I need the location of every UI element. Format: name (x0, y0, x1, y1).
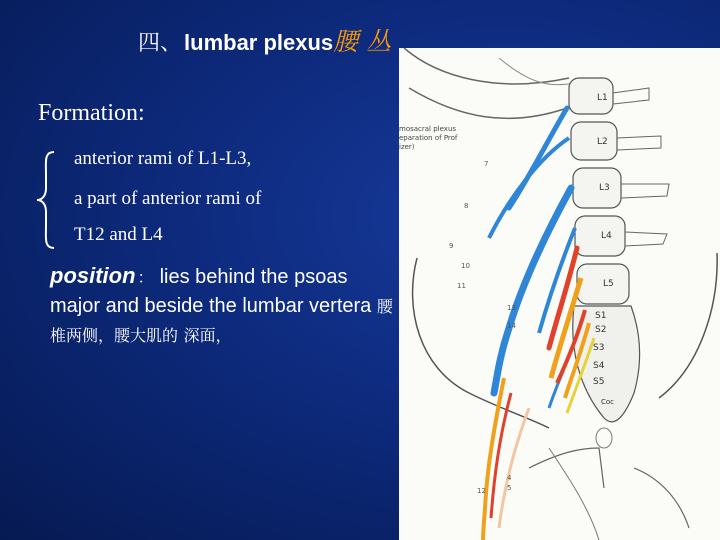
num-label-8: 8 (464, 202, 469, 210)
label-l3: L3 (599, 183, 610, 193)
num-label-12: 12 (477, 487, 486, 495)
title-chinese: 腰 丛 (333, 27, 392, 56)
rib-2 (409, 88, 567, 118)
label-s5: S5 (593, 377, 605, 387)
num-label-10: 10 (461, 262, 470, 270)
curly-brace (34, 150, 58, 250)
position-text-1: lies behind the (159, 266, 289, 288)
nerve-blue-iliohypogastric (489, 138, 569, 238)
num-label-7: 7 (484, 160, 489, 168)
num-label-13: 13 (507, 304, 516, 312)
num-label-14: 14 (507, 322, 516, 330)
anatomy-figure (399, 48, 720, 540)
position-text-2: psoas major and beside the (50, 266, 348, 317)
position-keyword: position (50, 263, 136, 288)
title-english: lumbar plexus (184, 30, 334, 55)
caption-line-1: mosacral plexus (399, 125, 457, 133)
rib-3 (499, 58, 574, 85)
pelvic-outlet (634, 468, 689, 528)
formation-heading (38, 100, 145, 127)
position-text-3: lumbar vertera (242, 295, 372, 317)
formation-heading-colon: : (138, 100, 145, 126)
rib-1 (404, 48, 569, 84)
num-label-9: 9 (449, 242, 454, 250)
slide-title (138, 22, 391, 58)
label-l2: L2 (597, 137, 608, 147)
label-l1: L1 (597, 93, 608, 103)
label-l4: L4 (601, 231, 612, 241)
label-coc: Coc (601, 398, 615, 406)
position-cn-1: 腰椎两侧，腰大肌的 (50, 297, 393, 345)
position-paragraph (50, 262, 395, 350)
title-prefix: 四、 (138, 31, 183, 56)
pubic-ramus (549, 448, 599, 540)
label-s1: S1 (595, 311, 607, 321)
formation-line-3: T12 and L4 (74, 224, 163, 245)
label-s2: S2 (595, 325, 607, 335)
label-l5: L5 (603, 279, 614, 289)
pubic-symphysis (596, 428, 612, 448)
label-s3: S3 (593, 343, 605, 353)
position-colon: ： (137, 268, 154, 287)
nerve-sciatic-red (491, 393, 511, 518)
ilium-right (659, 253, 717, 398)
position-cn-2: 深面， (183, 326, 232, 345)
formation-line-2: a part of anterior rami of (74, 188, 262, 209)
caption-line-3: izer) (399, 143, 415, 151)
num-label-11: 11 (457, 282, 466, 290)
formation-heading-text: Formation (38, 100, 138, 126)
caption-line-2: eparation of Prof (399, 134, 458, 142)
formation-line-1: anterior rami of L1-L3, (74, 148, 252, 169)
label-s4: S4 (593, 361, 605, 371)
num-label-4: 4 (507, 474, 512, 482)
pubis (529, 448, 604, 488)
num-label-5: 5 (507, 484, 512, 492)
lumbar-plexus-illustration (399, 48, 720, 540)
nerve-blue-femoral (494, 188, 571, 393)
